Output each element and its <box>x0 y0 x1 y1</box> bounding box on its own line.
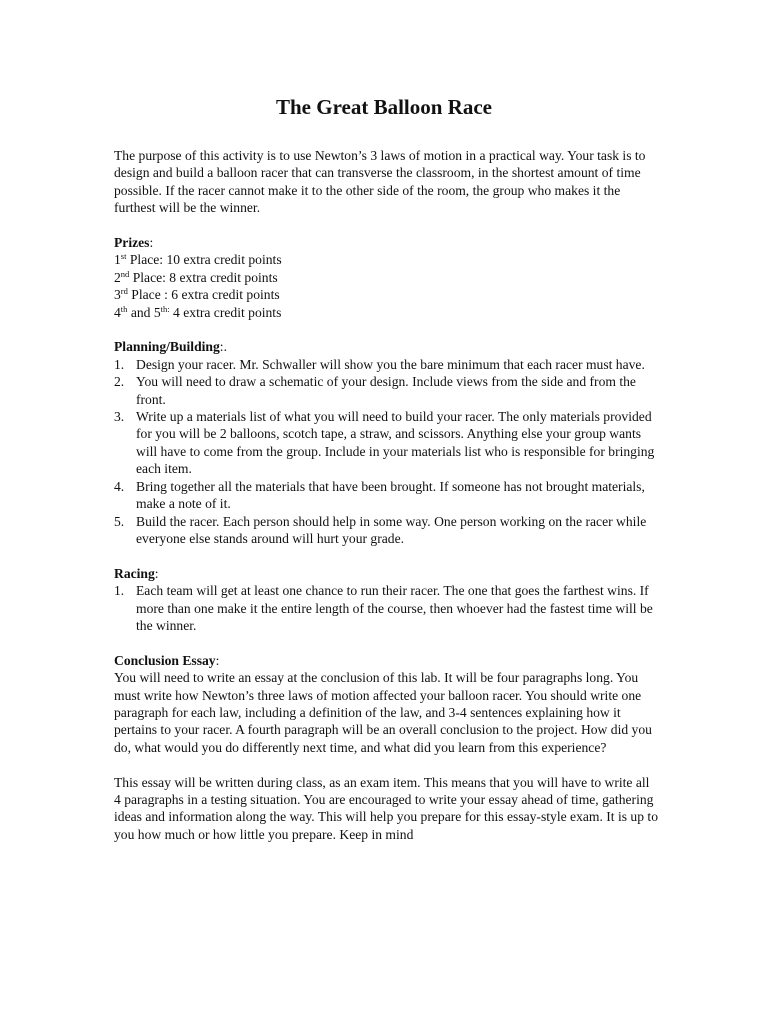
prizes-section <box>114 234 659 321</box>
prizes-heading-line: Prizes: <box>114 235 154 251</box>
document-body <box>114 147 659 843</box>
conclusion-section <box>114 652 659 843</box>
prize-item: 4th and $5^{th:}$ 4 extra credit points <box>114 303 282 320</box>
racing-section <box>114 565 659 635</box>
document-title: The Great Balloon Race <box>275 95 492 119</box>
racing-heading-line: Racing: <box>114 565 159 581</box>
list-item: 4. Bring together all the materials that have been brought. If someone has not brought materials, make a note of it. <box>114 478 645 512</box>
conclusion-heading-line: Conclusion Essay: <box>114 652 220 668</box>
planning-list <box>114 356 659 547</box>
planning-heading: Planning/Building <box>114 339 220 355</box>
intro-paragraph: The purpose of this activity is to use Newton’s 3 laws of motion in a practical way. Your task is to design and build a balloon racer that can transverse the classroom, in the shortest amount of time possible. If the racer cannot make it to the other side of the room, the group who makes it the furthest will be the winner. <box>114 148 646 216</box>
prize-item: 1st Place: 10 extra credit points <box>114 251 282 268</box>
prize-item: 3rd Place : 6 extra credit points <box>114 286 280 303</box>
list-item: 3. Write up a materials list of what you will need to build your racer. The only materials provided for you will be 2 balloons, scotch tape, a straw, and scissors. Anything else your group wants will have to come from the group. Include in your materials list who is responsible for bringing each item. <box>114 409 655 477</box>
planning-section <box>114 338 659 547</box>
racing-heading: Racing <box>114 565 155 581</box>
list-item: 1. Design your racer. Mr. Schwaller will show you the bare minimum that each racer must have. <box>114 356 645 372</box>
exam-paragraph: This essay will be written during class, as an exam item. This means that you will have to write all 4 paragraphs in a testing situation. You are encouraged to write your essay ahead of time, gathering ideas and information along the way. This will help you prepare for this essay-style exam. It is up to you how much or how little you prepare. Keep in mind <box>114 774 659 842</box>
planning-heading-line: Planning/Building:. <box>114 339 227 355</box>
prize-item: 2nd Place: 8 extra credit points <box>114 268 278 285</box>
list-item: 1. Each team will get at least one chance to run their racer. The one that goes the farthest wins. If more than one make it the entire length of the course, then whoever had the fastest time will be the winner. <box>114 583 653 633</box>
list-item: 2. You will need to draw a schematic of your design. Include views from the side and from the front. <box>114 374 636 407</box>
conclusion-paragraph: You will need to write an essay at the conclusion of this lab. It will be four paragraphs long. You must write how Newton’s three laws of motion affected your balloon racer. You should write one paragraph for each law, including a definition of the law, and 3-4 sentences explaining how it pertains to your racer. A fourth paragraph will be an overall conclusion to the project. How did you do, what would you do differently next time, and what did you learn from this experience? <box>114 670 652 755</box>
list-item: 5. Build the racer. Each person should help in some way. One person working on the racer while everyone else stands around will hurt your grade. <box>114 513 647 546</box>
racing-list <box>114 582 659 634</box>
conclusion-heading: Conclusion Essay <box>114 652 216 668</box>
prizes-heading: Prizes <box>114 235 150 251</box>
